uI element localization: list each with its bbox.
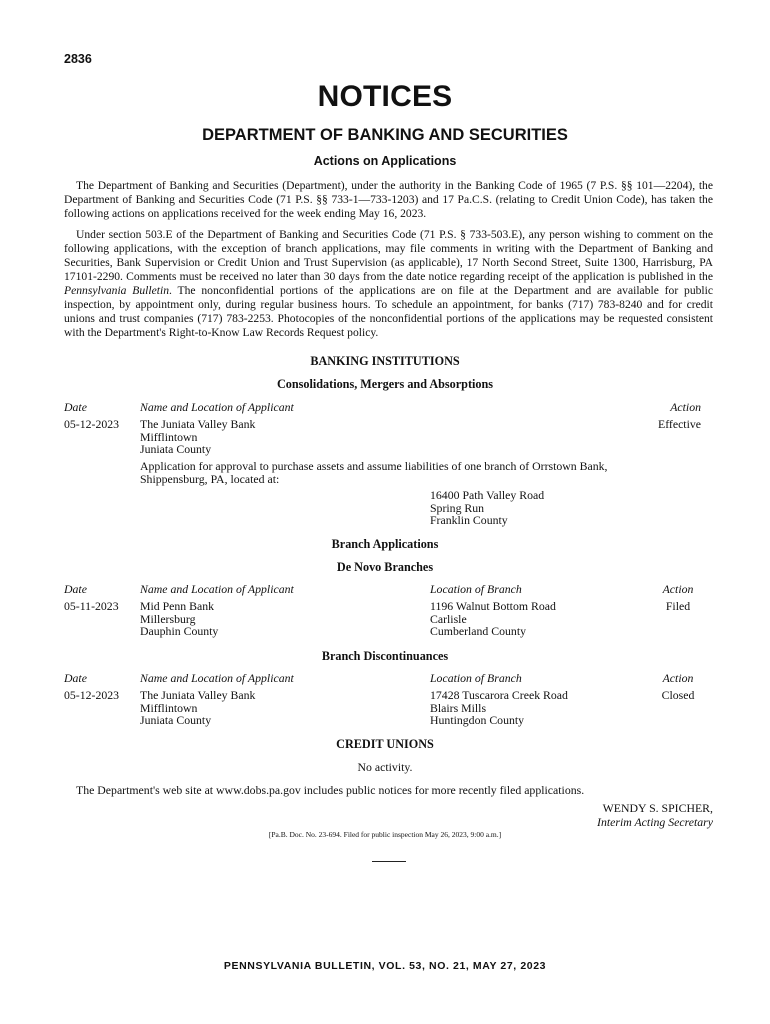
de-novo-heading: De Novo Branches [336,560,434,574]
branch-street: 16400 Path Valley Road [430,488,545,502]
col-header-action: Action [670,400,701,414]
col-header-name: Name and Location of Applicant [140,582,294,596]
website-note: The Department's web site at www.dobs.pa.gov includes public notices for more recently filed applications. [76,783,585,797]
publication-name: Pennsylvania Bulletin [64,284,169,297]
col-header-date: Date [64,400,87,414]
branch-county: Franklin County [430,513,508,528]
col-header-date: Date [64,671,87,685]
applicant-city: Mifflintown [140,429,198,444]
credit-unions-status: No activity. [357,760,413,774]
section-divider [372,861,406,862]
applicant-name: Mid Penn Bank [140,599,215,613]
branch-location [430,600,556,638]
applicant-county: Dauphin County [140,624,219,639]
consolidations-heading: Consolidations, Mergers and Absorptions [276,377,494,391]
entry-date: 05-12-2023 [64,417,120,431]
applicant-name: The Juniata Valley Bank [140,688,256,702]
applicant-location [140,418,255,456]
entry-date: 05-11-2023 [64,599,119,613]
col-header-location: Location of Branch [430,582,522,596]
applicant-name: The Juniata Valley Bank [140,417,256,431]
branch-location [430,689,568,727]
applicant-location [140,600,218,638]
branch-county: Huntingdon County [430,713,525,728]
col-header-name: Name and Location of Applicant [140,400,294,414]
credit-unions-heading: CREDIT UNIONS [336,737,434,751]
branch-address-block [430,489,544,527]
document-filing-note: [Pa.B. Doc. No. 23-694. Filed for public inspection May 26, 2023, 9:00 a.m.] [268,830,502,839]
banking-institutions-heading: BANKING INSTITUTIONS [310,354,460,368]
branch-city: Spring Run [430,500,485,515]
branch-discontinuances-heading: Branch Discontinuances [321,649,449,663]
col-header-action: Action [662,582,694,596]
branch-applications-heading: Branch Applications [331,537,439,551]
page-number: 2836 [64,52,92,66]
applicant-location [140,689,255,727]
comment-paragraph [64,228,713,340]
comment-paragraph-part2: . The nonconfidential portions of the applications are on file at the Department and are available for public inspection, by appointment only, during regular business hours. To schedule an appointment, for banks (717) 783-8240 and for credit unions and trust companies (717) 783-2253. Photocopies of the nonconfidential portions of the applications may be requested consistent with the Department's Right-to-Know Law Records Request policy. [64,284,714,339]
intro-paragraph: The Department of Banking and Securities (Department), under the authority in the Banking Code of 1965 (7 P.S. §§ 101—2204), the Department of Banking and Securities Code (71 P.S. §§ 733-1—733-1203) and 17 Pa.C.S. (relating to Credit Union Code), has taken the following actions on applications received for the week ending May 16, 2023. [64,179,713,220]
page-title: NOTICES [317,80,453,113]
branch-county: Cumberland County [430,624,527,639]
notice-subtitle: Actions on Applications [313,154,457,168]
applicant-city: Millersburg [140,611,196,626]
col-header-name: Name and Location of Applicant [140,671,294,685]
comment-paragraph-part1: Under section 503.E of the Department of Banking and Securities Code (71 P.S. § 733-503.E), any person wishing to comment on the following applications, with the exception of branch applications, may file comments in writing with the Department of Banking and Securities, Bank Supervision or Credit Union and Trust Supervision (as applicable), 17 North Second Street, Suite 1300, Harrisburg, PA 17101-2290. Comments must be received no later than 30 days from the date notice regarding receipt of the application is published in the [64,228,713,283]
signer-title: Interim Acting Secretary [597,815,713,829]
applicant-county: Juniata County [140,713,212,728]
department-heading: DEPARTMENT OF BANKING AND SECURITIES [202,126,568,144]
applicant-county: Juniata County [140,442,212,457]
branch-street: 17428 Tuscarora Creek Road [430,688,568,702]
entry-date: 05-12-2023 [64,688,120,702]
applicant-city: Mifflintown [140,700,198,715]
branch-city: Carlisle [430,611,467,626]
col-header-date: Date [64,582,87,596]
page-footer: PENNSYLVANIA BULLETIN, VOL. 53, NO. 21, MAY 27, 2023 [223,960,547,972]
entry-action: Closed [661,688,695,702]
signature-block [597,801,713,829]
branch-street: 1196 Walnut Bottom Road [430,599,556,613]
signer-name: WENDY S. SPICHER, [602,801,713,815]
application-description: Application for approval to purchase assets and assume liabilities of one branch of Orrstown Bank, Shippensburg, PA, located at: [140,459,608,486]
entry-action: Effective [657,417,701,431]
col-header-action: Action [662,671,694,685]
entry-action: Filed [665,599,691,613]
col-header-location: Location of Branch [430,671,522,685]
branch-city: Blairs Mills [430,700,487,715]
